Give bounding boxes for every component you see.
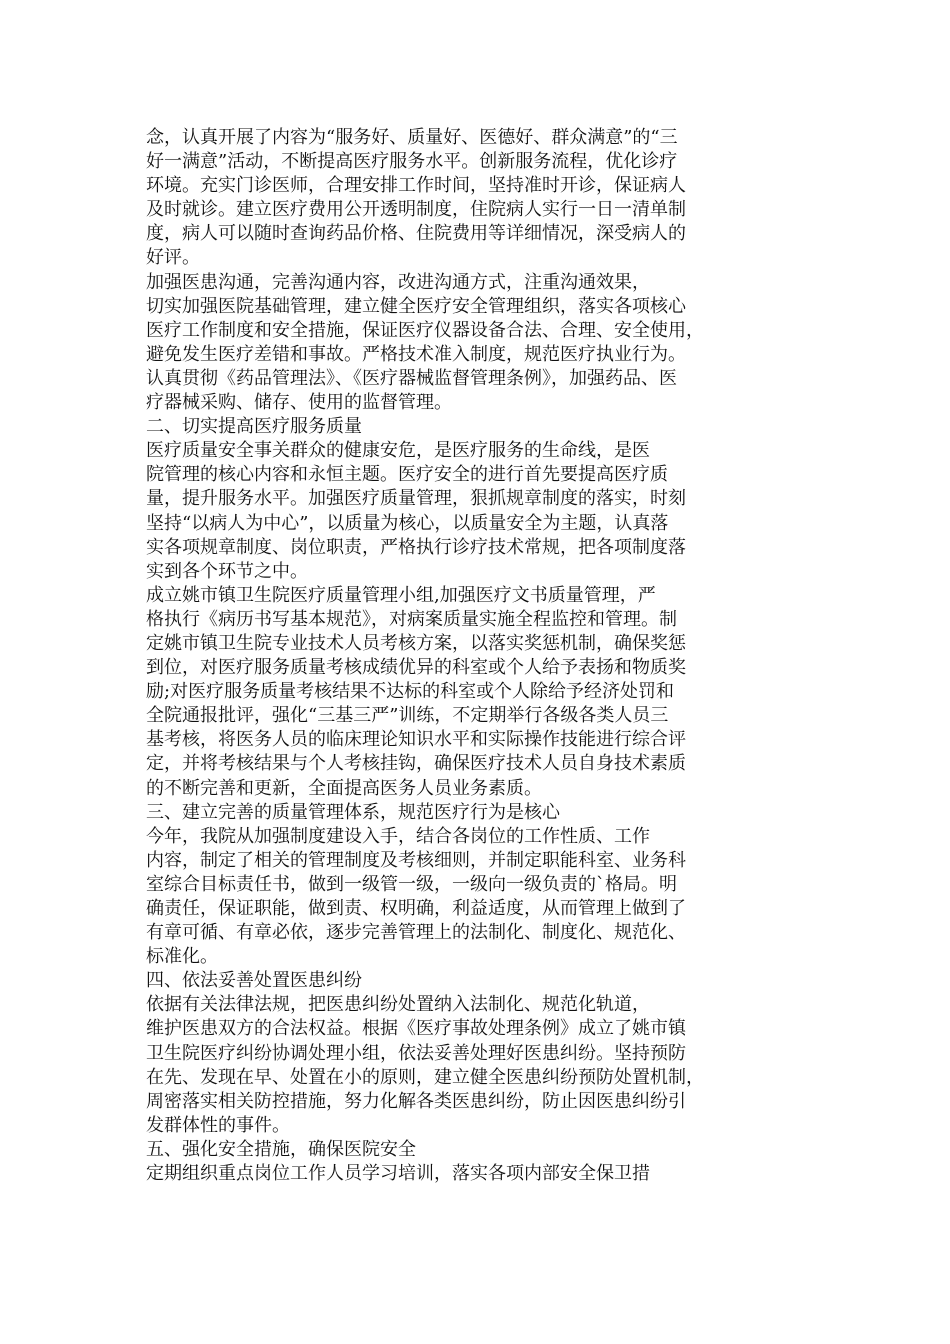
text-line: 励;对医疗服务质量考核结果不达标的科室或个人除给予经济处罚和 [146,681,675,703]
text-line: 周密落实相关防控措施，努力化解各类医患纠纷，防止因医患纠纷引 [146,1090,686,1112]
text-line: 好一满意”活动，不断提高医疗服务水平。创新服务流程，优化诊疗 [146,151,678,173]
document-body [146,126,786,1186]
text-line: 定，并将考核结果与个人考核挂钩，确保医疗技术人员自身技术素质 [146,753,686,775]
text-line: 到位，对医疗服务质量考核成绩优异的科室或个人给予表扬和物质奖 [146,657,686,679]
text-line: 的不断完善和更新，全面提高医务人员业务素质。 [146,777,542,799]
text-line: 全院通报批评，强化“三基三严”训练，不定期举行各级各类人员三 [146,705,669,727]
text-line: 实各项规章制度、岗位职责，严格执行诊疗技术常规，把各项制度落 [146,536,686,558]
text-line: 切实加强医院基础管理，建立健全医疗安全管理组织，落实各项核心 [146,295,686,317]
text-line: 格执行《病历书写基本规范》，对病案质量实施全程监控和管理。制 [146,608,677,630]
text-line: 确责任，保证职能，做到责、权明确，利益适度，从而管理上做到了 [146,898,686,919]
text-line: 内容，制定了相关的管理制度及考核细则，并制定职能科室、业务科 [146,849,686,871]
text-line: 成立姚市镇卫生院医疗质量管理小组,加强医疗文书质量管理，严 [146,584,656,606]
text-line: 有章可循、有章必依，逐步完善管理上的法制化、制度化、规范化、 [146,922,686,944]
text-line: 实到各个环节之中。 [146,560,308,582]
text-line: 在先、发现在早、处置在小的原则，建立健全医患纠纷预防处置机制， [146,1066,704,1088]
text-line: 避免发生医疗差错和事故。严格技术准入制度，规范医疗执业行为。 [146,343,686,365]
text-line: 三、建立完善的质量管理体系，规范医疗行为是核心 [146,801,560,823]
text-line: 发群体性的事件。 [146,1114,290,1136]
text-line: 定姚市镇卫生院专业技术人员考核方案，以落实奖惩机制，确保奖惩 [146,632,686,654]
text-line: 基考核，将医务人员的临床理论知识水平和实际操作技能进行综合评 [146,729,686,751]
text-line: 加强医患沟通，完善沟通内容，改进沟通方式，注重沟通效果， [146,271,650,293]
text-line: 及时就诊。建立医疗费用公开透明制度，住院病人实行一日一清单制 [146,199,686,221]
text-line: 医疗工作制度和安全措施，保证医疗仪器设备合法、合理、安全使用， [146,319,704,341]
text-line: 度，病人可以随时查询药品价格、住院费用等详细情况，深受病人的 [146,223,686,245]
text-line: 室综合目标责任书，做到一级管一级，一级向一级负责的`格局。明 [146,873,677,895]
text-line: 好评。 [146,247,200,269]
text-line: 医疗质量安全事关群众的健康安危，是医疗服务的生命线，是医 [146,440,650,462]
text-line: 维护医患双方的合法权益。根据《医疗事故处理条例》成立了姚市镇 [146,1018,686,1040]
text-line: 标准化。 [146,946,218,968]
text-line: 定期组织重点岗位工作人员学习培训，落实各项内部安全保卫措 [146,1163,650,1185]
text-line: 二、切实提高医疗服务质量 [146,416,362,438]
text-line: 五、强化安全措施，确保医院安全 [146,1138,416,1160]
text-line: 院管理的核心内容和永恒主题。医疗安全的进行首先要提高医疗质 [146,464,668,486]
text-line: 念，认真开展了内容为“服务好、质量好、医德好、群众满意”的“三 [146,127,678,148]
text-line: 今年，我院从加强制度建设入手，结合各岗位的工作性质、工作 [146,825,650,847]
text-line: 依据有关法律法规，把医患纠纷处置纳入法制化、规范化轨道， [146,994,650,1016]
text-line: 坚持“以病人为中心”，以质量为核心，以质量安全为主题，认真落 [146,512,669,534]
text-line: 四、依法妥善处置医患纠纷 [146,970,362,992]
text-line: 环境。充实门诊医师，合理安排工作时间，坚持准时开诊，保证病人 [146,175,686,197]
text-line: 卫生院医疗纠纷协调处理小组，依法妥善处理好医患纠纷。坚持预防 [146,1042,686,1064]
text-line: 量，提升服务水平。加强医疗质量管理，狠抓规章制度的落实，时刻 [146,488,686,510]
text-line: 疗器械采购、储存、使用的监督管理。 [146,392,452,414]
text-line: 认真贯彻《药品管理法》、《医疗器械监督管理条例》，加强药品、医 [146,367,677,389]
